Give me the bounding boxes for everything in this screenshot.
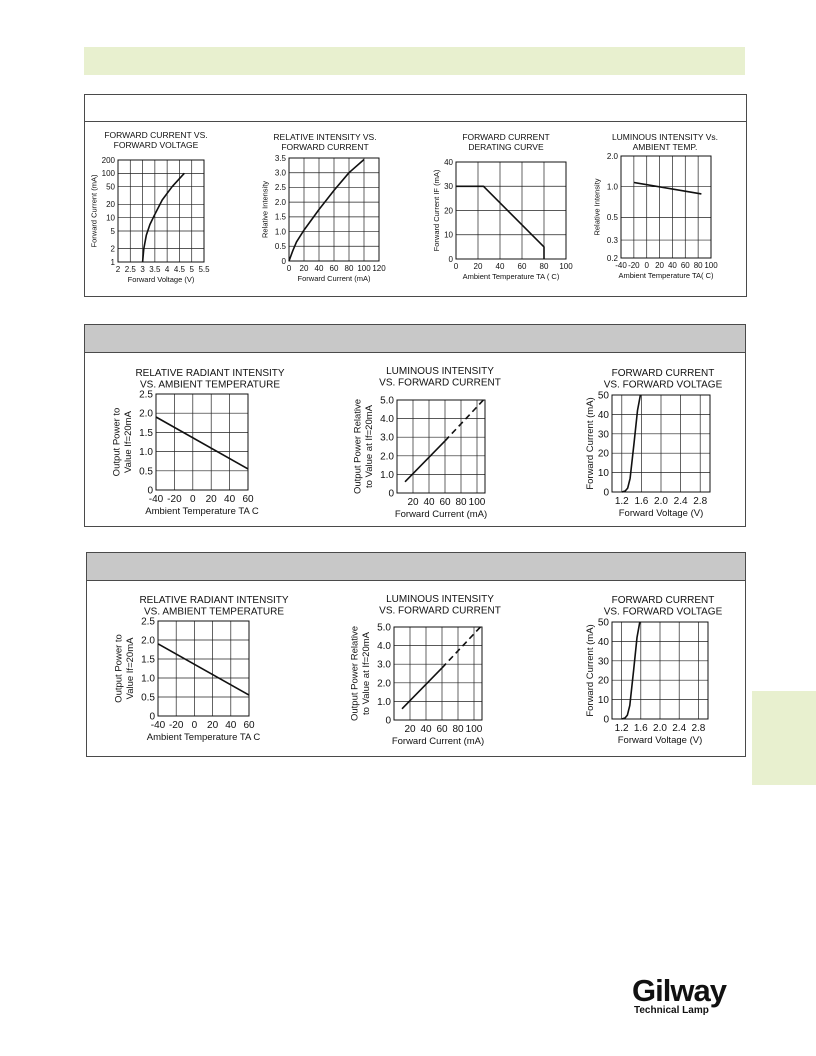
y-tick-label: 1.5 [274, 212, 286, 222]
forward-current-derating-curve-chart [420, 128, 580, 288]
x-tick-label: 5.5 [198, 265, 210, 274]
x-axis-label: Ambient Temperature TA( C) [618, 271, 714, 280]
x-axis-label: Ambient Temperature TA C [145, 506, 259, 517]
y-tick-label: 0.5 [274, 242, 286, 252]
x-tick-label: 2.5 [124, 265, 136, 274]
y-tick-label: 0.5 [606, 213, 618, 223]
plot-area-frame [118, 160, 204, 262]
chart-title-line: FORWARD CURRENT [611, 368, 715, 379]
plot-area-frame [394, 627, 482, 720]
y-tick-label: 0 [385, 715, 391, 727]
chart-grid [289, 158, 379, 261]
y-tick-label: 2 [110, 244, 115, 254]
chart-title-line: DERATING CURVE [468, 142, 544, 152]
relative-radiant-intensity-vs-ambient-temperature-chart-3 [108, 590, 308, 750]
x-tick-label: -20 [167, 494, 182, 505]
x-tick-label: 40 [314, 264, 324, 273]
chart-title-line: LUMINOUS INTENSITY [386, 366, 494, 377]
y-tick-label: 2.5 [141, 616, 155, 628]
y-tick-label: 100 [101, 169, 115, 179]
x-tick-label: 2.0 [654, 496, 668, 507]
data-series-line [156, 417, 248, 469]
y-tick-label: 50 [597, 390, 609, 402]
y-axis-label: Value If=20mA [123, 411, 135, 473]
y-tick-label: 0 [149, 711, 155, 723]
chart-grid [456, 162, 566, 259]
x-tick-label: 80 [693, 261, 703, 270]
chart-title-line: LUMINOUS INTENSITY [386, 594, 494, 605]
y-tick-label: 0 [448, 254, 453, 264]
y-tick-label: 0 [603, 714, 609, 726]
y-axis-label: Relative Intensity [260, 180, 270, 239]
x-tick-label: 2.8 [693, 496, 708, 507]
x-axis-label: Forward Voltage (V) [618, 508, 704, 519]
y-tick-label: 1.0 [141, 673, 155, 685]
luminous-intensity-vs-forward-current-chart-3 [340, 590, 510, 750]
x-tick-label: 4 [164, 265, 170, 274]
x-axis-label: Forward Voltage (V) [127, 275, 195, 284]
chart-grid [612, 622, 708, 719]
y-axis-label: Forward Current (mA) [584, 397, 596, 490]
relative-radiant-intensity-vs-ambient-temperature-chart [94, 362, 304, 522]
y-tick-label: 1 [110, 257, 115, 267]
y-tick-label: 30 [597, 429, 609, 441]
x-tick-label: 0 [453, 262, 459, 271]
x-tick-label: 20 [473, 262, 483, 271]
y-tick-label: 20 [597, 448, 609, 460]
y-axis-label: Relative Intensity [592, 178, 602, 236]
chart-grid [397, 400, 485, 493]
y-tick-label: 1.0 [377, 696, 391, 708]
relative-intensity-vs-forward-current-chart [250, 128, 400, 288]
x-tick-label: 3.5 [149, 265, 161, 274]
x-tick-label: 1.2 [614, 496, 629, 507]
y-tick-label: 10 [597, 695, 609, 707]
x-tick-label: 20 [299, 264, 309, 273]
y-tick-label: 20 [106, 200, 115, 210]
plot-area-frame [397, 400, 485, 493]
y-tick-label: 40 [444, 157, 453, 167]
plot-area-frame [156, 394, 248, 490]
chart-title-line: FORWARD CURRENT [462, 132, 550, 142]
y-tick-label: 4.0 [380, 414, 394, 426]
forward-current-vs-forward-voltage-chart-3 [570, 590, 735, 750]
x-tick-label: 60 [436, 724, 448, 735]
x-tick-label: 60 [517, 262, 527, 271]
y-axis-label: Output Power to [113, 634, 125, 703]
x-tick-label: 40 [667, 261, 677, 270]
x-tick-label: 4.5 [173, 265, 185, 274]
x-tick-label: 60 [439, 497, 451, 508]
y-tick-label: 1.5 [139, 427, 153, 439]
panel-2-header [85, 325, 745, 353]
x-tick-label: 60 [242, 494, 254, 505]
x-axis-label: Ambient Temperature TA ( C) [462, 272, 560, 281]
x-tick-label: 2.4 [672, 723, 687, 734]
x-tick-label: 20 [207, 720, 219, 731]
y-tick-label: 1.0 [380, 469, 394, 481]
chart-title-line: AMBIENT TEMP. [632, 142, 698, 152]
x-tick-label: 60 [243, 720, 255, 731]
chart-title-line: FORWARD VOLTAGE [113, 140, 199, 150]
y-axis-label: Output Power to [111, 407, 123, 477]
chart-grid [158, 621, 249, 716]
x-tick-label: 20 [655, 261, 665, 270]
y-tick-label: 200 [101, 155, 115, 165]
y-tick-label: 50 [106, 182, 115, 192]
x-axis-label: Forward Voltage (V) [617, 735, 703, 746]
y-axis-label: Forward Current (mA) [584, 624, 596, 717]
plot-area-frame [621, 156, 711, 258]
y-tick-label: 10 [444, 230, 453, 240]
chart-title-line: VS. FORWARD VOLTAGE [603, 379, 723, 391]
y-tick-label: 5.0 [377, 622, 391, 634]
x-tick-label: 100 [468, 497, 486, 508]
panel-3-header [87, 553, 745, 581]
x-tick-label: 80 [452, 724, 464, 735]
x-tick-label: 0 [286, 264, 292, 273]
x-axis-label: Forward Current (mA) [394, 509, 488, 520]
chart-title-line: VS. FORWARD VOLTAGE [603, 606, 723, 618]
forward-current-vs-forward-voltage-chart-2 [570, 362, 735, 522]
chart-title-line: VS. AMBIENT TEMPERATURE [143, 606, 285, 618]
data-series-line [289, 160, 364, 262]
y-tick-label: 30 [444, 182, 453, 192]
x-tick-label: 2.0 [653, 723, 667, 734]
chart-title-line: RELATIVE INTENSITY VS. [273, 132, 377, 142]
x-tick-label: 40 [224, 494, 236, 505]
x-tick-label: 40 [423, 497, 435, 508]
chart-title-line: FORWARD CURRENT [611, 595, 715, 606]
chart-title-line: FORWARD CURRENT [281, 142, 369, 152]
chart-grid [621, 156, 711, 258]
y-tick-label: 2.0 [377, 678, 391, 690]
y-tick-label: 5.0 [380, 395, 394, 407]
data-series-line [158, 644, 249, 695]
y-tick-label: 2.0 [274, 197, 286, 207]
data-series-line-dashed [442, 627, 480, 668]
chart-title-line: RELATIVE RADIANT INTENSITY [139, 595, 289, 606]
x-tick-label: 100 [357, 264, 371, 273]
x-tick-label: 20 [404, 724, 416, 735]
x-tick-label: 60 [680, 261, 690, 270]
x-axis-label: Forward Current (mA) [297, 274, 371, 283]
brand-name: Gilway [632, 973, 726, 1008]
chart-grid [612, 395, 710, 492]
chart-grid [156, 394, 248, 490]
x-tick-label: 1.6 [633, 723, 648, 734]
x-axis-label: Forward Current (mA) [391, 736, 485, 747]
y-tick-label: 3.5 [274, 153, 286, 163]
x-tick-label: 100 [559, 262, 573, 271]
y-tick-label: 3.0 [274, 168, 286, 178]
x-tick-label: 3 [140, 265, 145, 274]
chart-grid [118, 160, 204, 262]
luminous-intensity-vs-forward-current-chart [340, 362, 510, 522]
y-tick-label: 0.3 [606, 235, 618, 245]
gilway-logo [632, 975, 732, 1021]
y-axis-label: Forward Current (mA) [89, 174, 99, 248]
x-tick-label: 2.8 [691, 723, 706, 734]
y-tick-label: 3.0 [377, 659, 391, 671]
y-axis-label: Value If=20mA [125, 637, 137, 700]
y-tick-label: 50 [597, 617, 609, 629]
y-tick-label: 2.0 [141, 635, 155, 647]
data-series-line [634, 183, 702, 194]
x-tick-label: 1.2 [614, 723, 629, 734]
x-tick-label: 40 [225, 720, 237, 731]
x-tick-label: -20 [168, 720, 184, 731]
y-tick-label: 3.0 [380, 432, 394, 444]
x-tick-label: 1.6 [634, 496, 649, 507]
y-axis-label: Output Power Relative [352, 398, 364, 495]
x-tick-label: -40 [148, 494, 164, 505]
x-tick-label: 80 [539, 262, 549, 271]
brand-tagline: Technical Lamp [634, 1005, 709, 1016]
plot-area-frame [158, 621, 249, 716]
x-tick-label: 40 [495, 262, 505, 271]
chart-title-line: VS. AMBIENT TEMPERATURE [139, 379, 281, 391]
x-tick-label: 2 [115, 265, 121, 274]
x-tick-label: 2.4 [673, 496, 688, 507]
x-tick-label: 80 [455, 497, 467, 508]
y-tick-label: 20 [597, 675, 609, 687]
x-tick-label: -40 [150, 720, 166, 731]
x-tick-label: 0 [191, 720, 198, 731]
y-tick-label: 1.5 [141, 654, 155, 666]
x-tick-label: -40 [615, 261, 627, 270]
x-tick-label: -20 [628, 261, 640, 270]
chart-title-line: LUMINOUS INTENSITY Vs. [611, 132, 719, 142]
x-tick-label: 80 [344, 264, 354, 273]
top-header-band [84, 47, 745, 75]
x-tick-label: 100 [704, 261, 718, 270]
y-tick-label: 5 [110, 226, 115, 236]
x-tick-label: 40 [420, 724, 432, 735]
x-tick-label: 5 [189, 265, 194, 274]
y-tick-label: 10 [597, 468, 609, 480]
chart-title-line: FORWARD CURRENT VS. [104, 130, 208, 140]
data-series-line [402, 668, 442, 709]
y-tick-label: 0 [388, 488, 394, 500]
side-section-tab [752, 691, 816, 785]
y-tick-label: 1.0 [139, 447, 153, 459]
y-tick-label: 0.5 [139, 466, 153, 478]
y-tick-label: 2.0 [139, 408, 153, 420]
y-tick-label: 0 [281, 256, 286, 266]
y-tick-label: 1.0 [606, 182, 618, 192]
data-series-line [622, 622, 640, 719]
chart-title-line: VS. FORWARD CURRENT [379, 605, 501, 617]
x-axis-label: Ambient Temperature TA C [146, 732, 261, 743]
x-tick-label: 20 [205, 494, 217, 505]
y-tick-label: 2.0 [606, 151, 618, 161]
chart-title-line: VS. FORWARD CURRENT [379, 377, 501, 389]
x-tick-label: 120 [372, 264, 386, 273]
y-axis-label: Output Power Relative [349, 625, 361, 722]
y-tick-label: 40 [597, 409, 609, 421]
y-tick-label: 20 [444, 206, 453, 216]
chart-grid [394, 627, 482, 720]
luminous-intensity-vs-ambient-temp-chart [585, 128, 735, 288]
y-tick-label: 30 [597, 656, 609, 668]
y-tick-label: 1.0 [274, 227, 286, 237]
y-tick-label: 10 [106, 213, 115, 223]
x-tick-label: 0 [644, 261, 649, 270]
x-tick-label: 100 [465, 724, 483, 735]
y-tick-label: 2.5 [139, 389, 153, 401]
y-axis-label: to Value at If=20mA [361, 632, 373, 715]
x-tick-label: 60 [329, 264, 339, 273]
y-tick-label: 0 [603, 487, 609, 499]
y-tick-label: 2.0 [380, 451, 394, 463]
y-tick-label: 0.5 [141, 692, 155, 704]
y-tick-label: 2.5 [274, 183, 286, 193]
y-tick-label: 40 [597, 636, 609, 648]
y-axis-label: Forward Current IF (mA) [432, 169, 442, 252]
x-tick-label: 0 [190, 494, 196, 505]
chart-title-line: RELATIVE RADIANT INTENSITY [135, 368, 285, 379]
y-tick-label: 0.2 [606, 253, 618, 263]
y-tick-label: 4.0 [377, 641, 391, 653]
y-axis-label: to Value at If=20mA [364, 405, 376, 488]
y-tick-label: 0 [147, 485, 153, 497]
panel-1-header [85, 95, 746, 122]
forward-current-vs-forward-voltage-chart [84, 128, 224, 288]
x-tick-label: 20 [407, 497, 419, 508]
data-series-line-dashed [445, 400, 483, 441]
data-series-line [405, 441, 445, 482]
data-series-line [622, 395, 641, 492]
